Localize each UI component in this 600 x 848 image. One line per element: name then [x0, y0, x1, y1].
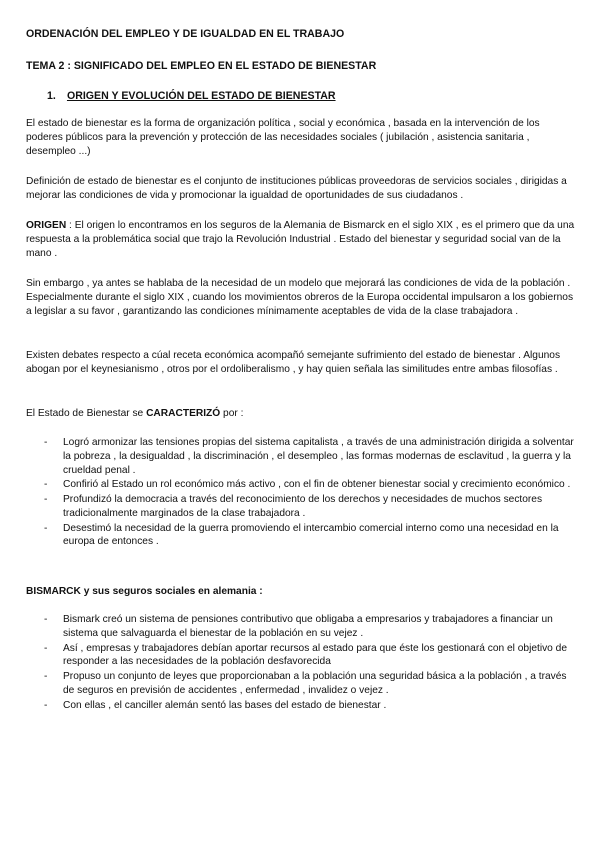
list-item-text: Confirió al Estado un rol económico más activo , con el fin de obtener bienestar social y crecimiento económico .	[63, 479, 571, 491]
document-title: ORDENACIÓN DEL EMPLEO Y DE IGUALDAD EN EL TRABAJO	[26, 28, 345, 40]
section-title: ORIGEN Y EVOLUCIÓN DEL ESTADO DE BIENESTAR	[66, 90, 336, 102]
origen-text: : El origen lo encontramos en los seguros de la Alemania de Bismarck en el siglo XIX , es el primero que da una respuesta a la problemática social que trajo la Revolución Industrial . Estado del bienestar y seguridad social van de la mano .	[26, 220, 575, 259]
list-item-text: Así , empresas y trabajadores debían aportar recursos al estado para que éste los gestionará con el objetivo de responder a las necesidades de la población desfavorecida	[63, 642, 568, 668]
list-item-text: Propuso un conjunto de leyes que proporcionaban a la población una seguridad básica a la población , a través de seguros en previsión de accidentes , enfermedad , invalidez o vejez .	[63, 671, 567, 696]
dash-bullet: -	[44, 494, 48, 506]
bismarck-heading: BISMARCK y sus seguros sociales en alemania :	[26, 586, 263, 597]
caracterizo-post: por :	[220, 408, 244, 419]
paragraph-definition-2	[26, 175, 578, 203]
dash-bullet: -	[44, 522, 48, 534]
dash-bullet: -	[44, 479, 48, 491]
list-item-text: Desestimó la necesidad de la guerra promoviendo el intercambio comercial interno como una necesidad en la europa de entonces .	[63, 522, 559, 548]
paragraph-text	[26, 407, 578, 421]
list-item	[26, 613, 578, 641]
paragraph-text	[26, 219, 578, 260]
dash-bullet: -	[44, 699, 48, 711]
list-item	[26, 522, 578, 550]
paragraph-caracterizo	[26, 407, 578, 421]
paragraph-origen	[26, 219, 578, 260]
bismarck-list	[26, 613, 578, 713]
characteristics-list	[26, 436, 578, 550]
caracterizo-bold: CARACTERIZÓ	[146, 408, 221, 419]
paragraph-text: Definición de estado de bienestar es el conjunto de instituciones públicas proveedoras de servicios sociales , dirigidas a mejorar las condiciones de vida y promocionar la igualdad de oportunidades de sus ciudadanos .	[26, 176, 567, 201]
caracterizo-pre: El Estado de Bienestar se	[26, 408, 147, 419]
paragraph-text: Sin embargo , ya antes se hablaba de la necesidad de un modelo que mejorará las condiciones de vida de la población . Especialmente durante el siglo XIX , cuando los movimientos obreros de la Europa occidental impulsaron a los gobiernos a legislar a su favor , garantizando las condiciones mínimamente aceptables de vida de la clase trabajadora .	[26, 278, 574, 317]
dash-bullet: -	[44, 437, 48, 448]
paragraph-text: Existen debates respecto a cúal receta económica acompañó semejante sufrimiento del estado de bienestar . Algunos abogan por el keynesianismo , otros por el ordoliberalismo , y hay quien señala las similitudes entre ambas filosofías .	[26, 350, 561, 375]
list-item	[26, 478, 578, 492]
section-heading	[47, 89, 336, 103]
section-number: 1.	[47, 90, 56, 102]
list-item-text: Bismark creó un sistema de pensiones contributivo que obligaba a empresarios y trabajadores a financiar un sistema que salvaguarda el bienestar de la población en su vejez .	[63, 614, 553, 639]
origen-label: ORIGEN	[26, 220, 67, 231]
paragraph-debates	[26, 349, 578, 377]
list-item	[26, 436, 578, 477]
dash-bullet: -	[44, 614, 48, 625]
list-item	[26, 699, 578, 713]
list-item	[26, 642, 578, 670]
dash-bullet: -	[44, 671, 48, 683]
list-item-text: Profundizó la democracia a través del reconocimiento de los derechos y necesidades de muchos sectores tradicionalmente marginados de la clase trabajadora .	[63, 494, 543, 519]
paragraph-definition-1	[26, 117, 578, 158]
topic-heading: TEMA 2 : SIGNIFICADO DEL EMPLEO EN EL ESTADO DE BIENESTAR	[26, 60, 377, 72]
paragraph-text: El estado de bienestar es la forma de organización política , social y económica , basada en la intervención de los poderes públicos para la prevención y protección de las necesidades sociales ( jubilación , asistencia sanitaria , desempleo ...)	[26, 118, 540, 157]
dash-bullet: -	[44, 642, 48, 654]
paragraph-sin-embargo	[26, 277, 578, 318]
list-item-text: Logró armonizar las tensiones propias del sistema capitalista , a través de una administración dirigida a solventar la pobreza , la desigualdad , la discriminación , el desempleo , las formas modernas de esclavitud , la guerra y la crueldad penal .	[63, 437, 574, 476]
list-item-text: Con ellas , el canciller alemán sentó las bases del estado de bienestar .	[63, 699, 387, 711]
list-item	[26, 493, 578, 521]
list-item	[26, 670, 578, 698]
